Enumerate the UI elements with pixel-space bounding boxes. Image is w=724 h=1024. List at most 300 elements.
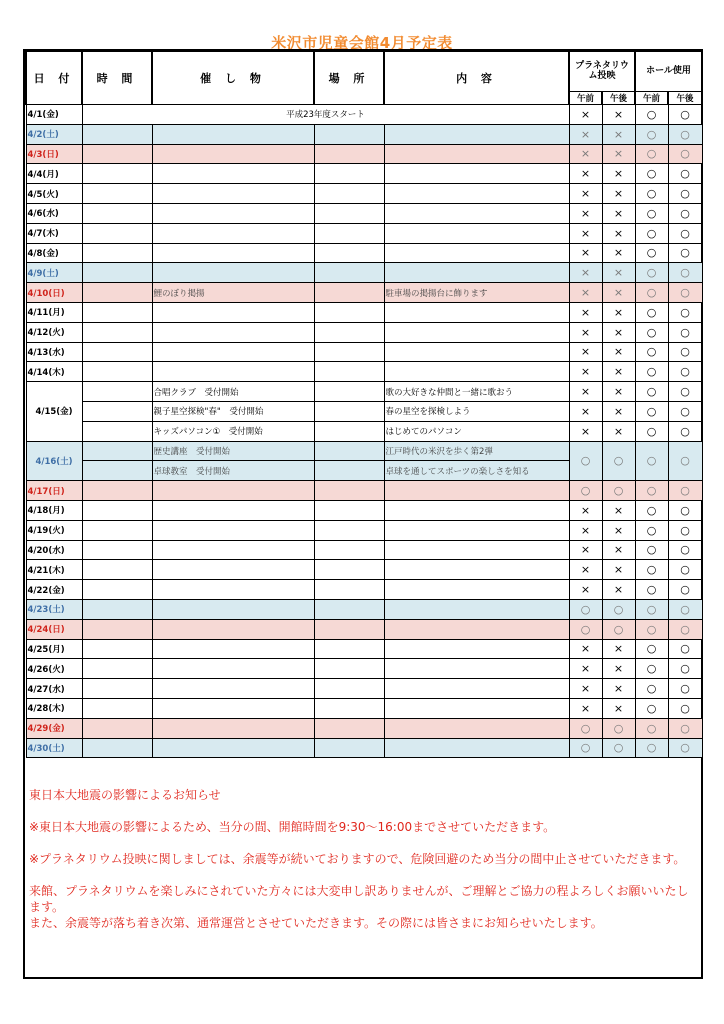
content-cell: 歌の大好きな仲間と一緒に歌おう [384, 382, 569, 402]
hall-pm-mark: ○ [668, 481, 702, 501]
time-cell [82, 639, 152, 659]
time-cell [82, 718, 152, 738]
event-cell [152, 500, 314, 520]
time-cell [82, 144, 152, 164]
place-cell [314, 302, 384, 322]
event-cell [152, 520, 314, 540]
header-content: 内 容 [384, 52, 569, 105]
hall-pm-mark: ○ [668, 441, 702, 481]
event-cell [152, 679, 314, 699]
hall-pm-mark: ○ [668, 184, 702, 204]
hall-am-mark: ○ [635, 144, 668, 164]
date-cell: 4/8(金) [26, 243, 82, 263]
planetarium-am-mark: × [569, 382, 602, 402]
hall-pm-mark: ○ [668, 401, 702, 421]
hall-am-mark: ○ [635, 599, 668, 619]
event-cell [152, 243, 314, 263]
header-hall-pm: 午後 [668, 92, 702, 105]
hall-pm-mark: ○ [668, 679, 702, 699]
event-cell [152, 659, 314, 679]
hall-pm-mark: ○ [668, 302, 702, 322]
hall-pm-mark: ○ [668, 540, 702, 560]
content-cell [384, 203, 569, 223]
planetarium-am-mark: × [569, 659, 602, 679]
hall-pm-mark: ○ [668, 243, 702, 263]
header-time: 時 間 [82, 52, 152, 105]
event-cell: キッズパソコン① 受付開始 [152, 421, 314, 441]
schedule-body [26, 105, 702, 758]
place-cell [314, 421, 384, 441]
time-cell [82, 382, 152, 402]
content-cell [384, 481, 569, 501]
hall-pm-mark: ○ [668, 105, 702, 125]
time-cell [82, 203, 152, 223]
hall-am-mark: ○ [635, 203, 668, 223]
schedule-row [26, 362, 702, 382]
hall-pm-mark: ○ [668, 362, 702, 382]
place-cell [314, 599, 384, 619]
schedule-row [26, 599, 702, 619]
date-cell: 4/29(金) [26, 718, 82, 738]
planetarium-am-mark: ○ [569, 599, 602, 619]
hall-am-mark: ○ [635, 619, 668, 639]
time-cell [82, 243, 152, 263]
planetarium-am-mark: ○ [569, 441, 602, 481]
time-cell [82, 421, 152, 441]
place-cell [314, 243, 384, 263]
date-cell: 4/1(金) [26, 105, 82, 125]
content-cell [384, 144, 569, 164]
hall-am-mark: ○ [635, 223, 668, 243]
hall-am-mark: ○ [635, 441, 668, 481]
hall-pm-mark: ○ [668, 500, 702, 520]
planetarium-pm-mark: × [602, 184, 635, 204]
place-cell [314, 718, 384, 738]
hall-am-mark: ○ [635, 342, 668, 362]
time-cell [82, 481, 152, 501]
place-cell [314, 441, 384, 461]
planetarium-pm-mark: × [602, 421, 635, 441]
content-cell [384, 639, 569, 659]
content-cell [384, 619, 569, 639]
place-cell [314, 500, 384, 520]
content-cell [384, 184, 569, 204]
hall-pm-mark: ○ [668, 718, 702, 738]
schedule-row [26, 164, 702, 184]
content-cell: 江戸時代の米沢を歩く第2弾 [384, 441, 569, 461]
event-cell [152, 144, 314, 164]
event-cell [152, 560, 314, 580]
hall-pm-mark: ○ [668, 342, 702, 362]
event-cell [152, 223, 314, 243]
planetarium-pm-mark: × [602, 500, 635, 520]
hall-am-mark: ○ [635, 263, 668, 283]
content-cell [384, 580, 569, 600]
place-cell [314, 461, 384, 481]
event-cell [152, 599, 314, 619]
date-cell: 4/6(水) [26, 203, 82, 223]
time-cell [82, 738, 152, 758]
schedule-row [26, 421, 702, 441]
planetarium-pm-mark: × [602, 124, 635, 144]
place-cell [314, 263, 384, 283]
planetarium-pm-mark: ○ [602, 441, 635, 481]
planetarium-pm-mark: × [602, 302, 635, 322]
page-title: 米沢市児童会館4月予定表 [271, 34, 453, 52]
hall-am-mark: ○ [635, 659, 668, 679]
planetarium-pm-mark: × [602, 203, 635, 223]
planetarium-pm-mark: × [602, 223, 635, 243]
planetarium-pm-mark: ○ [602, 718, 635, 738]
schedule-row [26, 105, 702, 125]
place-cell [314, 520, 384, 540]
hall-am-mark: ○ [635, 302, 668, 322]
hall-pm-mark: ○ [668, 659, 702, 679]
schedule-row [26, 322, 702, 342]
hall-pm-mark: ○ [668, 738, 702, 758]
date-cell: 4/27(水) [26, 679, 82, 699]
place-cell [314, 124, 384, 144]
planetarium-pm-mark: × [602, 322, 635, 342]
planetarium-pm-mark: × [602, 362, 635, 382]
hall-pm-mark: ○ [668, 223, 702, 243]
place-cell [314, 619, 384, 639]
planetarium-am-mark: × [569, 105, 602, 125]
event-cell: 親子星空探検"春" 受付開始 [152, 401, 314, 421]
hall-am-mark: ○ [635, 560, 668, 580]
event-cell [152, 580, 314, 600]
content-cell [384, 599, 569, 619]
planetarium-pm-mark: × [602, 580, 635, 600]
time-cell [82, 401, 152, 421]
place-cell [314, 283, 384, 303]
hall-am-mark: ○ [635, 520, 668, 540]
planetarium-am-mark: × [569, 203, 602, 223]
hall-am-mark: ○ [635, 500, 668, 520]
schedule-row [26, 243, 702, 263]
header-place: 場 所 [314, 52, 384, 105]
hall-am-mark: ○ [635, 184, 668, 204]
date-cell: 4/19(火) [26, 520, 82, 540]
time-cell [82, 659, 152, 679]
time-cell [82, 461, 152, 481]
hall-pm-mark: ○ [668, 322, 702, 342]
header-planetarium: プラネタリウム投映 [569, 52, 635, 92]
schedule-row [26, 698, 702, 718]
year-start-cell: 平成23年度スタート [82, 105, 569, 125]
content-cell [384, 738, 569, 758]
time-cell [82, 362, 152, 382]
schedule-row [26, 718, 702, 738]
hall-am-mark: ○ [635, 639, 668, 659]
event-cell [152, 362, 314, 382]
place-cell [314, 223, 384, 243]
place-cell [314, 580, 384, 600]
date-cell: 4/28(木) [26, 698, 82, 718]
date-cell: 4/30(土) [26, 738, 82, 758]
planetarium-am-mark: × [569, 500, 602, 520]
date-cell: 4/18(月) [26, 500, 82, 520]
hall-am-mark: ○ [635, 105, 668, 125]
date-cell: 4/21(木) [26, 560, 82, 580]
date-cell: 4/11(月) [26, 302, 82, 322]
notice-resume: また、余震等が落ち着き次第、通常運営とさせていただきます。その際には皆さまにお知らせいたします。 [29, 916, 603, 930]
content-cell [384, 263, 569, 283]
date-cell: 4/26(火) [26, 659, 82, 679]
planetarium-pm-mark: × [602, 639, 635, 659]
schedule-row [26, 401, 702, 421]
content-cell [384, 520, 569, 540]
place-cell [314, 698, 384, 718]
place-cell [314, 679, 384, 699]
schedule-table [25, 51, 703, 758]
content-cell [384, 124, 569, 144]
date-cell: 4/25(月) [26, 639, 82, 659]
hall-am-mark: ○ [635, 382, 668, 402]
schedule-row [26, 263, 702, 283]
planetarium-am-mark: × [569, 283, 602, 303]
header-planetarium-pm: 午後 [602, 92, 635, 105]
date-cell: 4/2(土) [26, 124, 82, 144]
planetarium-pm-mark: × [602, 105, 635, 125]
planetarium-pm-mark: ○ [602, 481, 635, 501]
hall-am-mark: ○ [635, 124, 668, 144]
date-cell: 4/13(水) [26, 342, 82, 362]
hall-pm-mark: ○ [668, 619, 702, 639]
schedule-row [26, 441, 702, 461]
hall-pm-mark: ○ [668, 124, 702, 144]
planetarium-am-mark: × [569, 520, 602, 540]
notice-planetarium: ※プラネタリウム投映に関しましては、余震等が続いておりますので、危険回避のため当分の間中止させていただきます。 [29, 852, 686, 866]
time-cell [82, 164, 152, 184]
time-cell [82, 302, 152, 322]
event-cell [152, 263, 314, 283]
schedule-row [26, 144, 702, 164]
planetarium-pm-mark: × [602, 263, 635, 283]
schedule-frame [23, 49, 703, 979]
date-cell: 4/14(木) [26, 362, 82, 382]
header-event: 催 し 物 [152, 52, 314, 105]
date-cell: 4/12(火) [26, 322, 82, 342]
hall-pm-mark: ○ [668, 144, 702, 164]
date-cell: 4/7(木) [26, 223, 82, 243]
header-hall: ホール使用 [635, 52, 702, 92]
hall-pm-mark: ○ [668, 698, 702, 718]
content-cell: 卓球を通してスポーツの楽しさを知る [384, 461, 569, 481]
content-cell [384, 560, 569, 580]
hall-am-mark: ○ [635, 540, 668, 560]
schedule-row [26, 283, 702, 303]
event-cell: 卓球教室 受付開始 [152, 461, 314, 481]
time-cell [82, 342, 152, 362]
planetarium-am-mark: × [569, 322, 602, 342]
content-cell [384, 698, 569, 718]
hall-pm-mark: ○ [668, 421, 702, 441]
planetarium-am-mark: × [569, 302, 602, 322]
planetarium-pm-mark: ○ [602, 738, 635, 758]
planetarium-pm-mark: × [602, 679, 635, 699]
time-cell [82, 560, 152, 580]
schedule-row [26, 203, 702, 223]
hall-am-mark: ○ [635, 243, 668, 263]
content-cell [384, 322, 569, 342]
planetarium-am-mark: × [569, 362, 602, 382]
time-cell [82, 500, 152, 520]
place-cell [314, 362, 384, 382]
schedule-row [26, 302, 702, 322]
header-date: 日 付 [26, 52, 82, 105]
place-cell [314, 144, 384, 164]
event-cell [152, 124, 314, 144]
planetarium-pm-mark: × [602, 243, 635, 263]
content-cell [384, 223, 569, 243]
planetarium-am-mark: × [569, 144, 602, 164]
event-cell [152, 164, 314, 184]
time-cell [82, 223, 152, 243]
place-cell [314, 659, 384, 679]
header-planetarium-am: 午前 [569, 92, 602, 105]
date-cell: 4/15(金) [26, 382, 82, 441]
content-cell [384, 540, 569, 560]
event-cell: 合唱クラブ 受付開始 [152, 382, 314, 402]
content-cell [384, 500, 569, 520]
hall-am-mark: ○ [635, 718, 668, 738]
hall-am-mark: ○ [635, 481, 668, 501]
content-cell: はじめてのパソコン [384, 421, 569, 441]
hall-am-mark: ○ [635, 362, 668, 382]
planetarium-pm-mark: × [602, 164, 635, 184]
hall-pm-mark: ○ [668, 560, 702, 580]
hall-am-mark: ○ [635, 283, 668, 303]
planetarium-am-mark: × [569, 639, 602, 659]
event-cell [152, 322, 314, 342]
hall-am-mark: ○ [635, 164, 668, 184]
header-hall-am: 午前 [635, 92, 668, 105]
place-cell [314, 540, 384, 560]
planetarium-pm-mark: ○ [602, 619, 635, 639]
time-cell [82, 441, 152, 461]
place-cell [314, 738, 384, 758]
event-cell [152, 619, 314, 639]
date-cell: 4/9(土) [26, 263, 82, 283]
hall-pm-mark: ○ [668, 580, 702, 600]
schedule-row [26, 223, 702, 243]
schedule-row [26, 639, 702, 659]
planetarium-pm-mark: × [602, 342, 635, 362]
date-cell: 4/5(火) [26, 184, 82, 204]
planetarium-am-mark: × [569, 698, 602, 718]
event-cell [152, 203, 314, 223]
schedule-row [26, 184, 702, 204]
hall-am-mark: ○ [635, 421, 668, 441]
content-cell: 春の星空を探検しよう [384, 401, 569, 421]
content-cell [384, 243, 569, 263]
hall-pm-mark: ○ [668, 283, 702, 303]
schedule-row [26, 659, 702, 679]
event-cell: 歴史講座 受付開始 [152, 441, 314, 461]
planetarium-am-mark: × [569, 263, 602, 283]
time-cell [82, 540, 152, 560]
planetarium-am-mark: × [569, 421, 602, 441]
hall-am-mark: ○ [635, 322, 668, 342]
event-cell [152, 184, 314, 204]
time-cell [82, 322, 152, 342]
planetarium-pm-mark: × [602, 560, 635, 580]
planetarium-pm-mark: × [602, 698, 635, 718]
place-cell [314, 164, 384, 184]
place-cell [314, 203, 384, 223]
content-cell [384, 342, 569, 362]
time-cell [82, 679, 152, 699]
hall-pm-mark: ○ [668, 639, 702, 659]
planetarium-am-mark: × [569, 540, 602, 560]
hall-pm-mark: ○ [668, 203, 702, 223]
planetarium-pm-mark: × [602, 540, 635, 560]
planetarium-pm-mark: × [602, 144, 635, 164]
hall-am-mark: ○ [635, 679, 668, 699]
content-cell [384, 718, 569, 738]
hall-am-mark: ○ [635, 401, 668, 421]
hall-pm-mark: ○ [668, 382, 702, 402]
planetarium-am-mark: × [569, 342, 602, 362]
planetarium-pm-mark: × [602, 283, 635, 303]
time-cell [82, 599, 152, 619]
event-cell [152, 481, 314, 501]
schedule-row [26, 520, 702, 540]
schedule-row [26, 481, 702, 501]
schedule-row [26, 382, 702, 402]
event-cell [152, 540, 314, 560]
planetarium-pm-mark: × [602, 382, 635, 402]
date-cell: 4/17(日) [26, 481, 82, 501]
earthquake-notice [29, 787, 697, 947]
notice-apology: 来館、プラネタリウムを楽しみにされていた方々には大変申し訳ありませんが、ご理解とご協力の程よろしくお願いいたします。 [29, 884, 689, 914]
content-cell [384, 164, 569, 184]
content-cell [384, 679, 569, 699]
schedule-row [26, 540, 702, 560]
content-cell [384, 659, 569, 679]
time-cell [82, 124, 152, 144]
event-cell [152, 342, 314, 362]
planetarium-am-mark: × [569, 164, 602, 184]
hall-am-mark: ○ [635, 580, 668, 600]
date-cell: 4/3(日) [26, 144, 82, 164]
time-cell [82, 580, 152, 600]
hall-pm-mark: ○ [668, 520, 702, 540]
notice-heading: 東日本大地震の影響によるお知らせ [29, 788, 221, 802]
date-cell: 4/16(土) [26, 441, 82, 481]
schedule-row [26, 738, 702, 758]
place-cell [314, 382, 384, 402]
event-cell [152, 718, 314, 738]
planetarium-am-mark: × [569, 243, 602, 263]
schedule-row [26, 342, 702, 362]
planetarium-am-mark: ○ [569, 718, 602, 738]
hall-pm-mark: ○ [668, 263, 702, 283]
date-cell: 4/24(日) [26, 619, 82, 639]
planetarium-am-mark: × [569, 580, 602, 600]
place-cell [314, 184, 384, 204]
planetarium-pm-mark: × [602, 401, 635, 421]
hall-pm-mark: ○ [668, 599, 702, 619]
content-cell: 駐車場の掲揚台に飾ります [384, 283, 569, 303]
place-cell [314, 560, 384, 580]
hall-am-mark: ○ [635, 698, 668, 718]
event-cell [152, 738, 314, 758]
planetarium-pm-mark: × [602, 520, 635, 540]
time-cell [82, 520, 152, 540]
place-cell [314, 401, 384, 421]
